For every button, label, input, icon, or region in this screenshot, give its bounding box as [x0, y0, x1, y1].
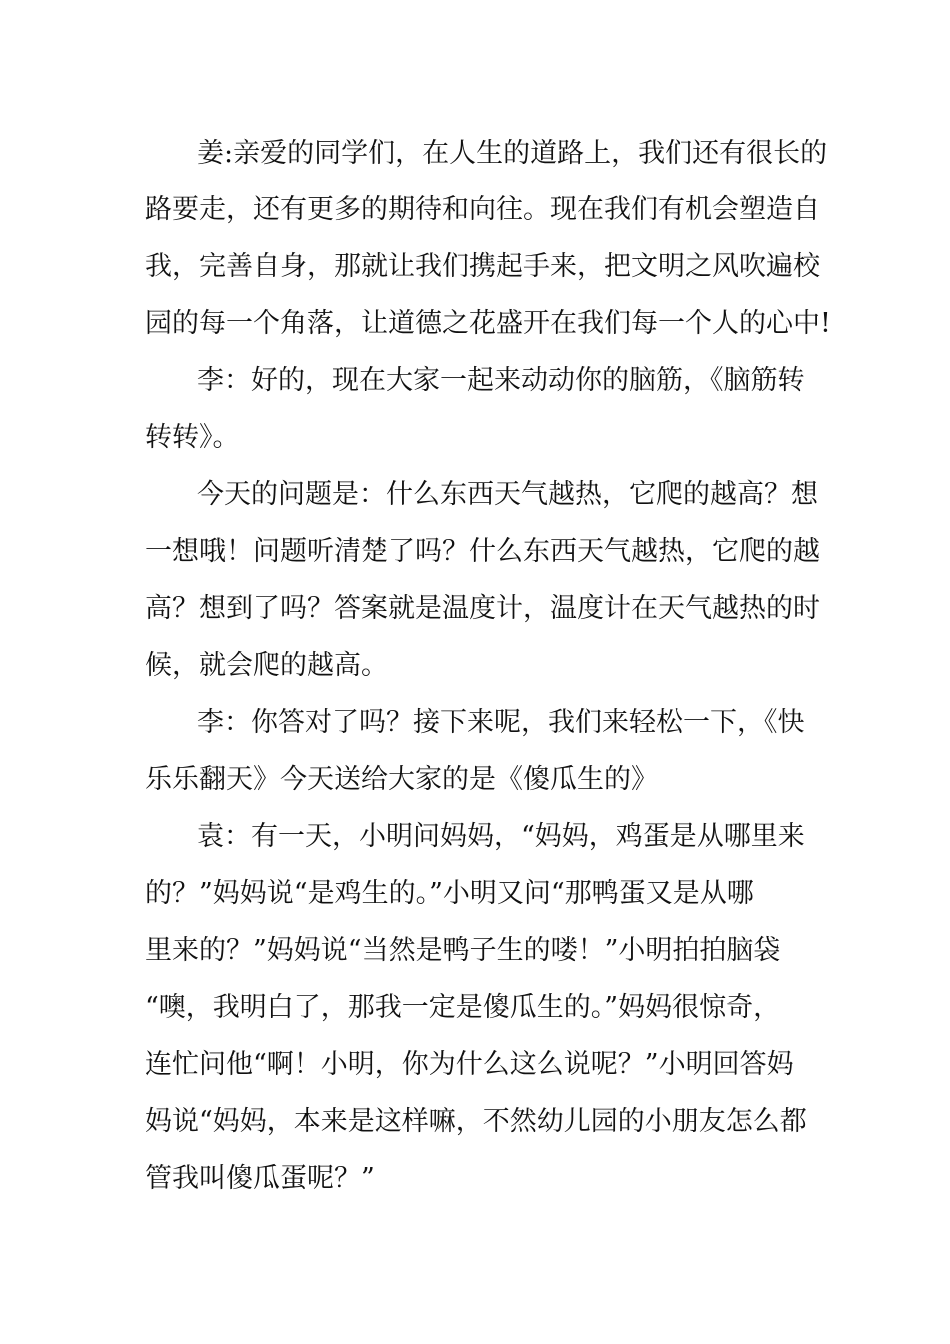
- paragraph-1-line-3: 我，完善自身，那就让我们携起手来，把文明之风吹遍校: [145, 251, 820, 282]
- paragraph-3-line-4: 候，就会爬的越高。: [145, 650, 388, 681]
- paragraph-1-line-1: 姜:亲爱的同学们，在人生的道路上，我们还有很长的: [197, 138, 828, 169]
- paragraph-5-line-7: 管我叫傻瓜蛋呢？”: [145, 1163, 375, 1194]
- paragraph-3-line-3: 高？想到了吗？答案就是温度计，温度计在天气越热的时: [145, 593, 820, 624]
- paragraph-3-line-1: 今天的问题是：什么东西天气越热，它爬的越高？想: [197, 479, 818, 510]
- paragraph-5-line-4: “噢，我明白了，那我一定是傻瓜生的。”妈妈很惊奇，: [145, 992, 781, 1023]
- paragraph-1-line-4: 园的每一个角落，让道德之花盛开在我们每一个人的心中!: [145, 308, 831, 339]
- paragraph-5-line-2: 的？”妈妈说“是鸡生的。”小明又问“那鸭蛋又是从哪: [145, 878, 754, 909]
- paragraph-5-line-6: 妈说“妈妈，本来是这样嘛，不然幼儿园的小朋友怎么都: [145, 1106, 807, 1137]
- paragraph-4-line-1: 李：你答对了吗？接下来呢，我们来轻松一下，《快: [197, 707, 805, 738]
- paragraph-3-line-2: 一想哦！问题听清楚了吗？什么东西天气越热，它爬的越: [145, 536, 820, 567]
- paragraph-5-line-5: 连忙问他“啊！小明，你为什么这么说呢？”小明回答妈: [145, 1049, 794, 1080]
- paragraph-4-line-2: 乐乐翻天》今天送给大家的是《傻瓜生的》: [145, 764, 658, 795]
- paragraph-5-line-1: 袁：有一天，小明问妈妈，“妈妈，鸡蛋是从哪里来: [197, 821, 805, 852]
- paragraph-2-line-1: 李：好的，现在大家一起来动动你的脑筋，《脑筋转: [197, 365, 805, 396]
- paragraph-1-line-2: 路要走，还有更多的期待和向往。现在我们有机会塑造自: [145, 194, 820, 225]
- paragraph-2-line-2: 转转》。: [145, 422, 240, 453]
- paragraph-5-line-3: 里来的？”妈妈说“当然是鸭子生的喽！”小明拍拍脑袋: [145, 935, 781, 966]
